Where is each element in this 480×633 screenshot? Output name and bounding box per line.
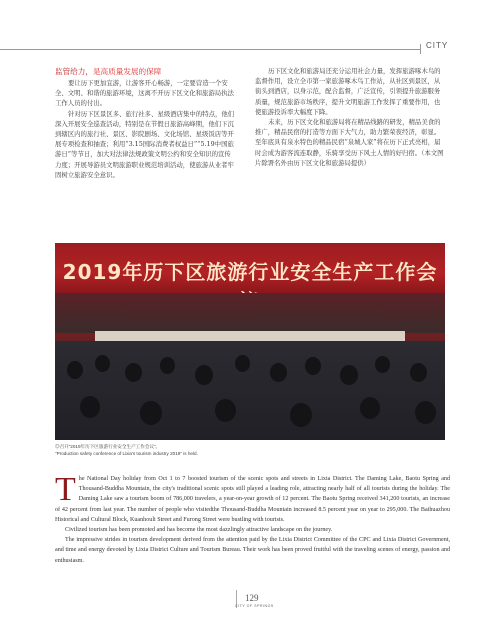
paragraph: 未来，历下区文化和旅游局将在精品线路的研发，精品美食的推广，精品民宿的打造等方面下大气力，助力繁荣夜经济，彰显。至年底具有泉水特色的精品民宿“泉城人家”将在历下正式亮相，届时会成为游客流连取静，乐骑享受历下风土人情的好归宿。（本文图片除署名外由历下区文化和旅游局提供）: [255, 118, 444, 167]
header-rule: [0, 49, 420, 50]
english-paragraph: Civilized tourism has been promoted and has become the most dazzlingly attractive landscape on the journey.: [65, 527, 333, 534]
page-number: 129: [245, 593, 259, 603]
english-body: [55, 471, 450, 566]
section-heading: [55, 66, 235, 77]
photo-caption: [55, 443, 198, 457]
english-paragraph: The impressive strides in tourism development derived from the attention paid by the Lixia District Committee of the CPC and Lixia District Government, and time and energy devoted by Lixia District Culture and Tourism Bureau. Their work has been proved fruitful with the traveling scenes of energy, passion and enthusiasm.: [55, 537, 450, 564]
caption-en: "Production safety conference of Lixia's tourism industry 2019" is held.: [55, 451, 198, 456]
caption-zh: ◎召开“2019年历下区旅游行业安全生产工作会议”。: [55, 444, 161, 449]
header-rule-tick: [420, 44, 421, 54]
left-column: [55, 66, 235, 180]
photo-stage: [55, 293, 445, 333]
drop-cap: T: [55, 471, 76, 508]
photo-audience: [55, 341, 445, 440]
heading-part1: 监管给力，: [55, 67, 93, 76]
paragraph: 要让历下更加宜游，让游客开心畅游，一定要营造一个安全、文明、和谐的旅游环境，这离不开历下区文化和旅游局执法工作人员的付出。: [55, 79, 234, 108]
footer-subtitle: CITY OF SPRINGS: [235, 604, 274, 608]
photo-banner-text: 2019年历下区旅游行业安全生产工作会: [62, 260, 438, 284]
photo-dais: [95, 331, 405, 341]
section-label: CITY: [426, 41, 449, 50]
english-paragraph: he National Day holiday from Oct 1 to 7 boosted tourism of the scenic spots and streets in Lixia District. The Daming Lake, Baotu Spring and Thousand-Buddha Mountain, the city's traditional scenic spots still played a leading role, attracting nearly half of all tourists during the holiday. The Daming Lake saw a tourism boom of 786,000 travelers, a year-on-year growth of 12 percent. The Baotu Spring received 341,200 tourists, an increase of 42 percent from last year. The number of people who visitedthe Thousand-Buddha Mountain increased 8.5 percent year on year to 295,000. The Baihuazhou Historical and Cultural Block, Kuanhouli Street and Furong Street were bustling with tourists.: [55, 476, 450, 523]
conference-photo: [55, 243, 445, 440]
right-column: [255, 66, 445, 168]
heading-part2: 是高质量发展的保障: [92, 67, 162, 76]
paragraph: 历下区文化和旅游局还充分运用社会力量，发挥旅游啄木鸟的监督作用，设立全市第一家旅游啄木鸟工作站，从社区到景区，从街头到酒店，以身示范，配合监督，广泛宣传，引领提升旅游服务质量，规范旅游市场秩序，提升文明旅游工作发挥了重要作用，也使旅游投诉率大幅度下降。: [255, 67, 441, 116]
paragraph: 针对历下区景区多、旅行社多、星级酒店集中的特点，他们深入开展安全巡查活动，特别是在节假日旅游高峰期，他们下沉到辖区内的旅行社、景区、影院剧场、文化场馆、星级饭店等开展专项检查和抽查；利用“3.15国际消费者权益日”“5.19中国旅游日”等节日，加大对法律法规政策文明公约和安全知识的宣传力度；开展导游员文明旅游职业规范培训活动，使旅游从业者牢固树立旅游安全意识。: [55, 109, 235, 179]
